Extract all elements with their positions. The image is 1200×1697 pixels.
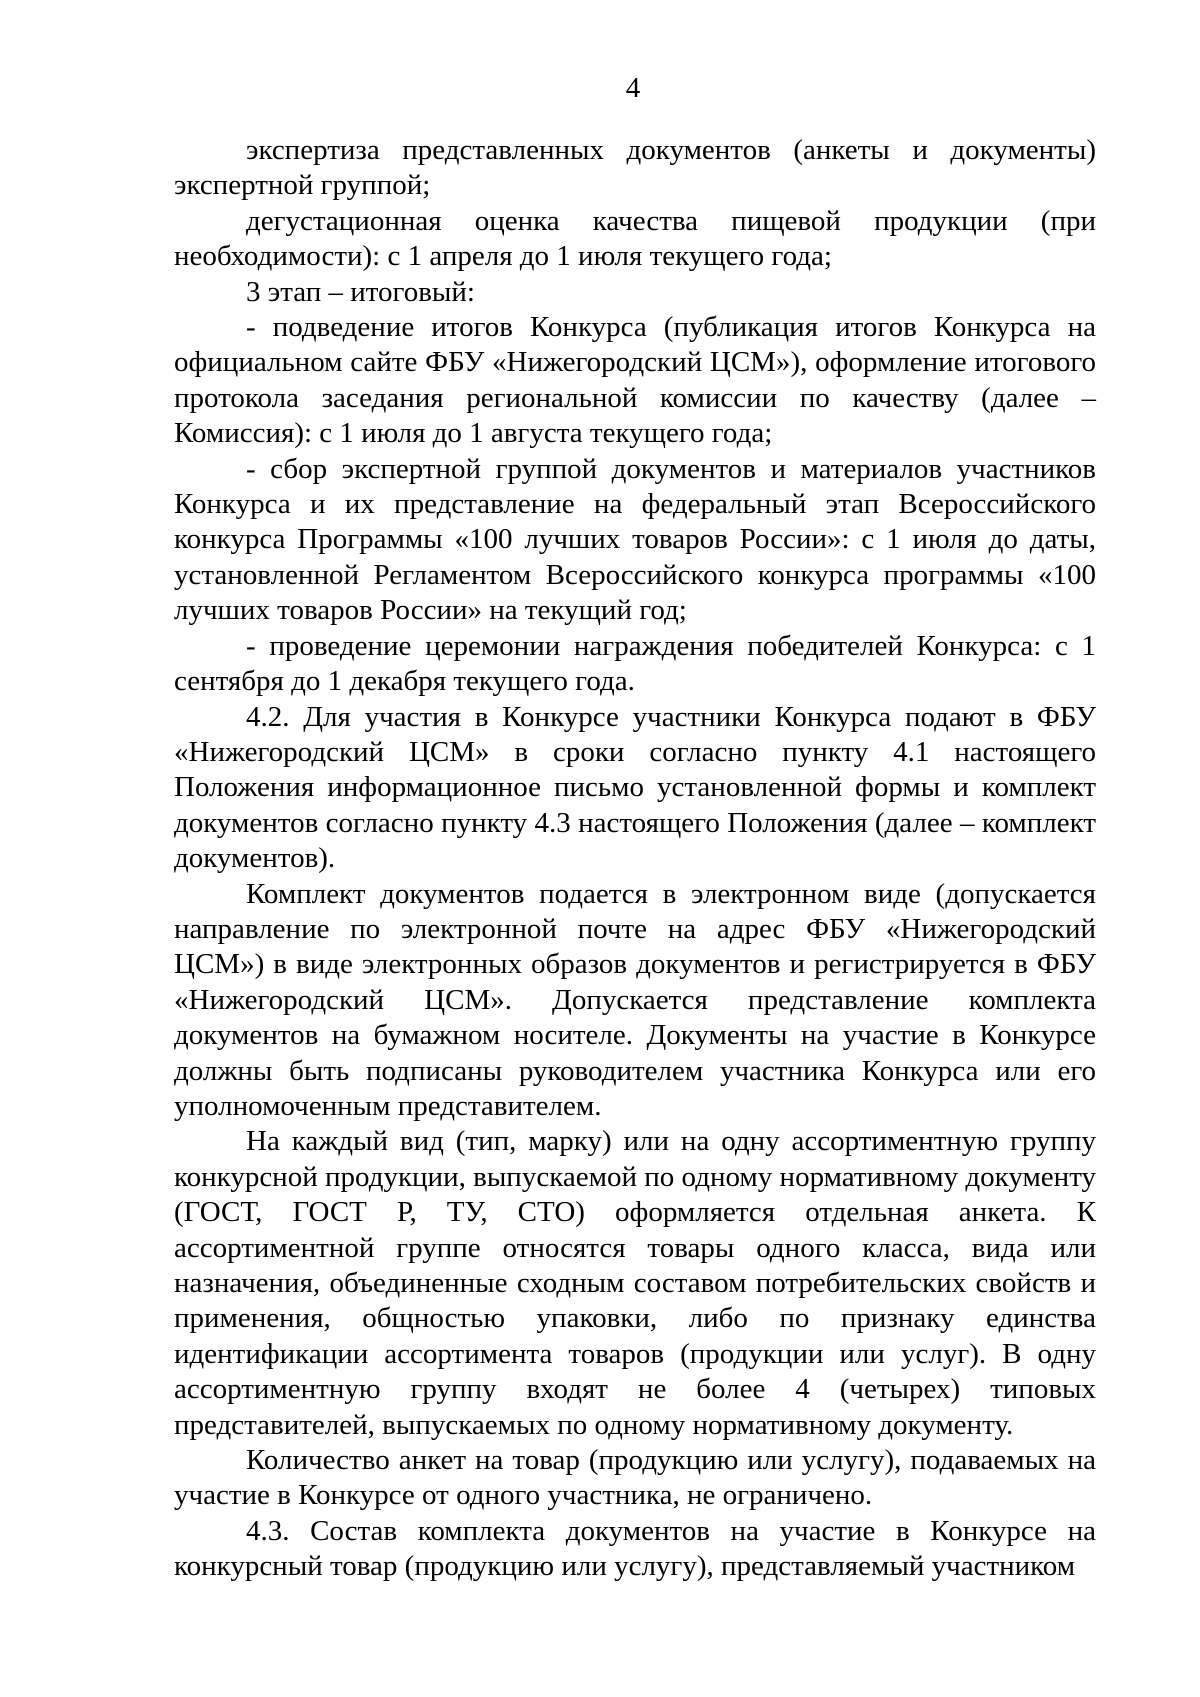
paragraph-collecting-documents: - сбор экспертной группой документов и материалов участников Конкурса и их представление на федеральный этап Всероссийского конкурса Программы «100 лучших товаров России»: с 1 июля до даты, установленной Регламентом Всероссийского конкурса программы «100 лучших товаров России» на текущий год;: [174, 452, 1096, 627]
document-body: [174, 133, 1096, 1585]
paragraph-expert-review: экспертиза представленных документов (анкеты и документы) экспертной группой;: [174, 134, 1096, 202]
paragraph-number-of-forms: Количество анкет на товар (продукцию или услугу), подаваемых на участие в Конкурсе от одного участника, не ограничено.: [174, 1444, 1096, 1512]
page-number: 4: [625, 72, 641, 104]
paragraph-tasting-evaluation: дегустационная оценка качества пищевой продукции (при необходимости): с 1 апреля до 1 июля текущего года;: [174, 204, 1096, 273]
paragraph-summarizing-results: - подведение итогов Конкурса (публикация итогов Конкурса на официальном сайте ФБУ «Нижегородский ЦСМ»), оформление итогового протокола заседания региональной комиссии по качеству (далее – Комиссия): с 1 июля до 1 августа текущего года;: [174, 311, 1096, 450]
paragraph-award-ceremony: - проведение церемонии награждения победителей Конкурса: с 1 сентября до 1 декабря текущего года.: [174, 629, 1096, 698]
paragraph-assortment-group: На каждый вид (тип, марку) или на одну ассортиментную группу конкурсной продукции, выпускаемой по одному нормативному документу (ГОСТ, ГОСТ Р, ТУ, СТО) оформляется отдельная анкета. К ассортиментной группе относятся товары одного класса, вида или назначения, объединенные сходным составом потребительских свойств и применения, общностью упаковки, либо по признаку единства идентификации ассортимента товаров (продукции или услуг). В одну ассортиментную группу входят не более 4 (четырех) типовых представителей, выпускаемых по одному нормативному документу.: [174, 1125, 1096, 1441]
paragraph-stage-3-heading: 3 этап – итоговый:: [246, 275, 475, 308]
paragraph-document-set-submission: Комплект документов подается в электронном виде (допускается направление по электронной почте на адрес ФБУ «Нижегородский ЦСМ») в виде электронных образов документов и регистрируется в ФБУ «Нижегородский ЦСМ». Допускается представление комплекта документов на бумажном носителе. Документы на участие в Конкурсе должны быть подписаны руководителем участника Конкурса или его уполномоченным представителем.: [174, 877, 1096, 1122]
paragraph-section-4-3: 4.3. Состав комплекта документов на участие в Конкурсе на конкурсный товар (продукцию или услугу), представляемый участником: [174, 1514, 1096, 1583]
paragraph-section-4-2: 4.2. Для участия в Конкурсе участники Конкурса подают в ФБУ «Нижегородский ЦСМ» в сроки согласно пункту 4.1 настоящего Положения информационное письмо установленной формы и комплект документов согласно пункту 4.3 настоящего Положения (далее – комплект документов).: [174, 700, 1096, 875]
